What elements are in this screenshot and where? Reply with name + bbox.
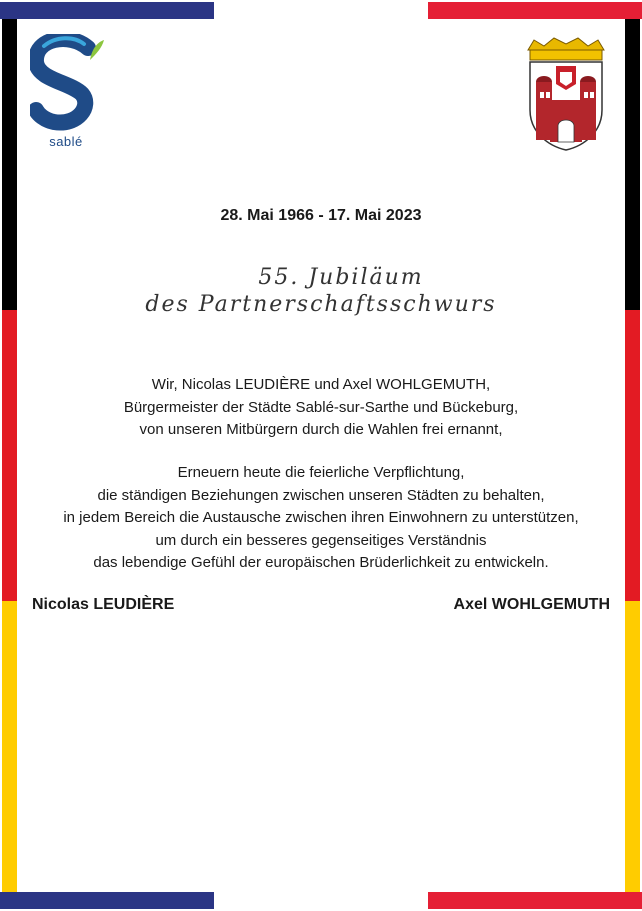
script-title-line1: 55. Jubiläum	[258, 265, 424, 290]
anniversary-dates: 28. Mai 1966 - 17. Mai 2023	[220, 207, 422, 224]
german-flag-bar-right	[625, 19, 640, 892]
paragraph-line: Erneuern heute die feierliche Verpflichtung,	[177, 464, 465, 481]
script-title-line2: des Partnerschaftsschwurs	[145, 292, 497, 317]
paragraph-line: Wir, Nicolas LEUDIÈRE und Axel WOHLGEMUTH,	[151, 376, 491, 393]
paragraph-line: um durch ein besseres gegenseitiges Verständnis	[155, 531, 487, 549]
bueckeburg-coat-of-arms	[520, 36, 612, 154]
oath-paragraph-1	[0, 374, 642, 442]
paragraph-line: von unseren Mitbürgern durch die Wahlen frei ernannt,	[139, 421, 503, 438]
paragraph-line: das lebendige Gefühl der europäischen Brüderlichkeit zu entwickeln.	[93, 554, 549, 571]
sable-logo	[30, 34, 110, 152]
bueckeburg-coat-of-arms-icon	[520, 36, 612, 154]
signature-right: Axel WOHLGEMUTH	[453, 596, 610, 613]
french-flag-bar-bottom	[0, 892, 642, 909]
sable-s-logo-icon	[30, 34, 110, 134]
paragraph-line: in jedem Bereich die Austausche zwischen ihren Einwohnern zu unterstützen,	[63, 509, 579, 526]
oath-paragraph-2	[0, 462, 642, 575]
french-flag-bar-top	[0, 2, 642, 19]
paragraph-line: die ständigen Beziehungen zwischen unseren Städten zu behalten,	[97, 486, 545, 504]
german-flag-bar-left	[2, 19, 17, 892]
signature-left: Nicolas LEUDIÈRE	[32, 596, 175, 613]
paragraph-line: Bürgermeister der Städte Sablé-sur-Sarthe und Bückeburg,	[123, 398, 519, 416]
sable-wordmark: sablé	[49, 134, 83, 149]
